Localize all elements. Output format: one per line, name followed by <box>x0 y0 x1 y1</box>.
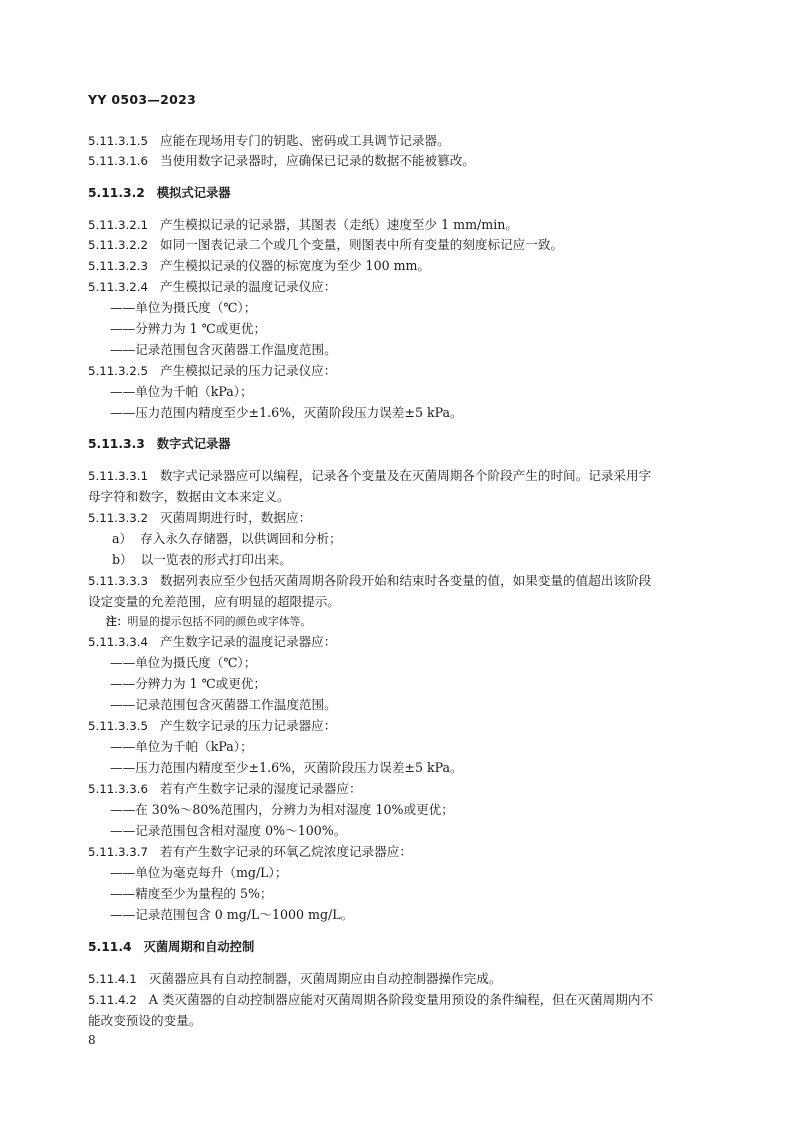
note-label: 注： <box>106 615 128 628</box>
list-item: ——单位为千帕（kPa）； <box>110 739 253 754</box>
clause-text: 灭菌周期进行时，数据应： <box>160 510 312 525</box>
clause-number: 5.11.3.2.1 <box>88 218 149 232</box>
clause-5-11-3-2-4 <box>88 278 336 296</box>
clause-number: 5.11.3.1.6 <box>88 154 149 168</box>
clause-text: 产生模拟记录的记录器，其图表（走纸）速度至少 1 mm/min。 <box>160 217 518 232</box>
list-label: a） <box>112 531 133 546</box>
clause-number: 5.11.3.2.5 <box>88 364 149 378</box>
clause-5-11-3-3-4 <box>88 633 336 651</box>
note-text: 明显的提示包括不同的颜色或字体等。 <box>127 615 312 628</box>
clause-5-11-3-1-6 <box>88 152 475 170</box>
clause-5-11-3-3-5 <box>88 717 336 735</box>
clause-continuation: 能改变预设的变量。 <box>88 1013 202 1028</box>
clause-text: 产生数字记录的温度记录器应： <box>160 634 337 649</box>
section-title: 数字式记录器 <box>156 437 231 451</box>
clause-text: 产生模拟记录的仪器的标宽度为至少 100 mm。 <box>160 258 431 273</box>
clause-5-11-3-2-2 <box>88 236 563 254</box>
clause-number: 5.11.3.2.3 <box>88 259 149 273</box>
clause-number: 5.11.3.1.5 <box>88 134 149 148</box>
clause-number: 5.11.4.1 <box>88 972 137 986</box>
clause-number: 5.11.4.2 <box>88 993 137 1007</box>
clause-5-11-3-3-3 <box>88 572 651 590</box>
clause-5-11-3-3-1 <box>88 467 651 485</box>
clause-text: A 类灭菌器的自动控制器应能对灭菌周期各阶段变量用预设的条件编程，但在灭菌周期内不 <box>148 992 654 1007</box>
clause-5-11-4-1 <box>88 970 501 988</box>
list-item: ——记录范围包含 0 mg/L～1000 mg/L。 <box>110 907 354 922</box>
clause-5-11-3-2-3 <box>88 257 430 275</box>
section-number: 5.11.3.2 <box>88 186 145 200</box>
list-item: ——单位为摄氏度（℃）； <box>110 655 257 670</box>
list-item-b <box>112 551 292 569</box>
section-number: 5.11.3.3 <box>88 437 145 451</box>
list-item: ——单位为摄氏度（℃）； <box>110 300 257 315</box>
clause-number: 5.11.3.3.4 <box>88 635 149 649</box>
clause-text: 产生模拟记录的压力记录仪应： <box>160 363 337 378</box>
clause-number: 5.11.3.3.2 <box>88 511 149 525</box>
list-label: b） <box>112 552 133 567</box>
list-item: ——在 30%～80%范围内，分辨力为相对湿度 10%或更优； <box>110 802 454 817</box>
clause-number: 5.11.3.2.4 <box>88 280 149 294</box>
clause-text: 若有产生数字记录的湿度记录器应： <box>160 781 362 796</box>
clause-5-11-3-3-7 <box>88 843 412 861</box>
section-number: 5.11.4 <box>88 940 132 954</box>
document-code: YY 0503—2023 <box>88 92 197 107</box>
list-item: ——精度至少为量程的 5%； <box>110 886 273 901</box>
section-heading-5-11-3-2 <box>88 184 231 202</box>
list-item: ——分辨力为 1 ℃或更优； <box>110 321 267 336</box>
clause-5-11-3-2-5 <box>88 362 336 380</box>
clause-text: 数据列表应至少包括灭菌周期各阶段开始和结束时各变量的值，如果变量的值超出该阶段 <box>160 573 652 588</box>
clause-text: 灭菌器应具有自动控制器，灭菌周期应由自动控制器操作完成。 <box>148 971 502 986</box>
clause-5-11-3-2-1 <box>88 216 518 234</box>
list-item: ——记录范围包含相对湿度 0%～100%。 <box>110 823 347 838</box>
list-text: 存入永久存储器，以供调回和分析； <box>140 531 342 546</box>
list-item: ——压力范围内精度至少±1.6%，灭菌阶段压力误差±5 kPa。 <box>110 760 463 775</box>
clause-text: 应能在现场用专门的钥匙、密码或工具调节记录器。 <box>160 133 450 148</box>
section-heading-5-11-4 <box>88 938 254 956</box>
clause-5-11-3-3-2 <box>88 509 311 527</box>
clause-5-11-3-1-5 <box>88 132 450 150</box>
list-item: ——记录范围包含灭菌器工作温度范围。 <box>110 697 337 712</box>
clause-number: 5.11.3.3.7 <box>88 845 149 859</box>
note <box>106 614 311 630</box>
clause-5-11-3-3-6 <box>88 780 362 798</box>
clause-text: 当使用数字记录器时，应确保已记录的数据不能被篡改。 <box>160 153 475 168</box>
list-item: ——单位为毫克每升（mg/L）； <box>110 865 288 880</box>
clause-continuation: 母字符和数字，数据由文本来定义。 <box>88 489 290 504</box>
section-title: 灭菌周期和自动控制 <box>143 940 255 954</box>
clause-text: 若有产生数字记录的环氧乙烷浓度记录器应： <box>160 844 412 859</box>
list-item: ——单位为千帕（kPa）； <box>110 384 253 399</box>
clause-number: 5.11.3.3.1 <box>88 469 149 483</box>
section-title: 模拟式记录器 <box>156 186 231 200</box>
clause-continuation: 设定变量的允差范围，应有明显的超限提示。 <box>88 594 340 609</box>
list-item: ——压力范围内精度至少±1.6%，灭菌阶段压力误差±5 kPa。 <box>110 405 463 420</box>
clause-number: 5.11.3.3.6 <box>88 782 149 796</box>
clause-number: 5.11.3.2.2 <box>88 238 149 252</box>
clause-number: 5.11.3.3.3 <box>88 574 149 588</box>
list-item: ——记录范围包含灭菌器工作温度范围。 <box>110 342 337 357</box>
page-number: 8 <box>88 1033 96 1047</box>
clause-number: 5.11.3.3.5 <box>88 719 149 733</box>
clause-text: 产生数字记录的压力记录器应： <box>160 718 337 733</box>
section-heading-5-11-3-3 <box>88 435 231 453</box>
clause-text: 如同一图表记录二个或几个变量，则图表中所有变量的刻度标记应一致。 <box>160 237 564 252</box>
list-text: 以一览表的形式打印出来。 <box>140 552 292 567</box>
clause-5-11-4-2 <box>88 991 653 1009</box>
clause-text: 产生模拟记录的温度记录仪应： <box>160 279 337 294</box>
clause-text: 数字式记录器应可以编程，记录各个变量及在灭菌周期各个阶段产生的时间。记录采用字 <box>160 468 652 483</box>
list-item-a <box>112 530 342 548</box>
list-item: ——分辨力为 1 ℃或更优； <box>110 676 267 691</box>
